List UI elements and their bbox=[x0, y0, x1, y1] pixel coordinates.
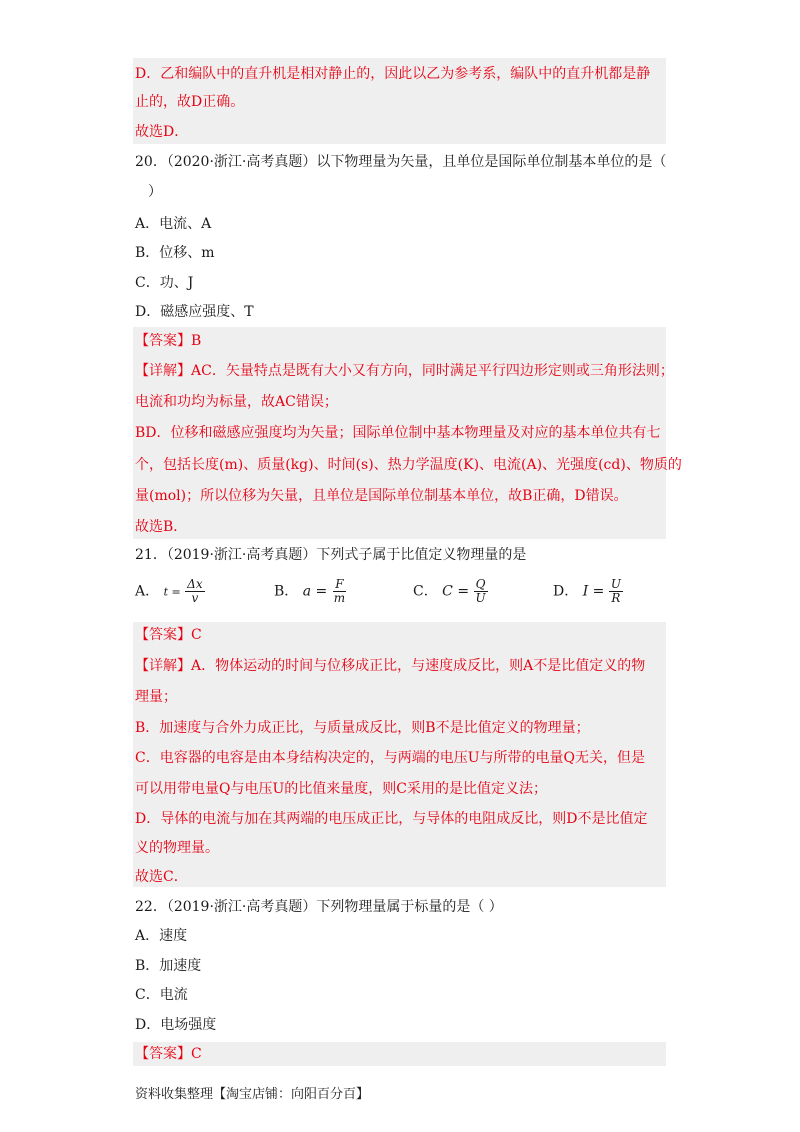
numerator: F bbox=[335, 577, 344, 591]
fraction bbox=[185, 578, 204, 605]
answer-block-q21 bbox=[133, 622, 666, 887]
detail-line: 可以用带电量Q与电压U的比值来量度，则C采用的是比值定义法； bbox=[135, 781, 547, 797]
answer-block-q22 bbox=[133, 1042, 666, 1066]
detail-line: 故选B． bbox=[135, 519, 188, 535]
option-c: C．功、J bbox=[135, 275, 194, 291]
denominator: v bbox=[191, 591, 199, 605]
detail-line: BD．位移和磁感应强度均为矢量；国际单位制中基本物理量及对应的基本单位共有七 bbox=[135, 425, 661, 441]
denominator: R bbox=[611, 591, 621, 605]
detail-line: D．乙和编队中的直升机是相对静止的，因此以乙为参考系，编队中的直升机都是静 bbox=[135, 66, 651, 82]
formula-lhs: t = bbox=[163, 585, 181, 599]
page-footer: 资料收集整理【淘宝店铺：向阳百分百】 bbox=[135, 1087, 370, 1102]
detail-line: 个，包括长度(m)、质量(kg)、时间(s)、热力学温度(K)、电流(A)、光强度(cd)、物质的 bbox=[135, 457, 682, 473]
detail-line: 故选D． bbox=[135, 124, 189, 140]
detail-line: B．加速度与合外力成正比，与质量成反比，则B不是比值定义的物理量； bbox=[135, 720, 590, 736]
answer-label: 【答案】B bbox=[135, 333, 202, 349]
option-label: D． bbox=[553, 583, 579, 600]
option-a: A．电流、A bbox=[135, 216, 212, 232]
option-a bbox=[135, 578, 205, 605]
fraction bbox=[474, 578, 488, 605]
question-stem: 20．（2020·浙江·高考真题）以下物理量为矢量，且单位是国际单位制基本单位的是（ bbox=[135, 154, 667, 170]
detail-line: 故选C． bbox=[135, 869, 188, 885]
denominator: U bbox=[475, 591, 486, 605]
detail-line: 电流和功均为标量，故AC错误； bbox=[135, 394, 338, 410]
detail-line: 量(mol)；所以位移为矢量，且单位是国际单位制基本单位，故B正确，D错误。 bbox=[135, 488, 628, 504]
numerator: Q bbox=[475, 577, 486, 591]
answer-label: 【答案】C bbox=[135, 627, 202, 643]
fraction bbox=[332, 578, 347, 605]
numerator: Δx bbox=[187, 577, 203, 591]
option-d: D．电场强度 bbox=[135, 1017, 217, 1033]
answer-label: 【答案】C bbox=[135, 1046, 202, 1062]
formula-lhs: C = bbox=[442, 583, 470, 600]
question-stem-cont: ） bbox=[148, 184, 162, 200]
detail-line: 【详解】AC．矢量特点是既有大小又有方向，同时满足平行四边形定则或三角形法则； bbox=[135, 363, 674, 379]
option-c bbox=[413, 578, 488, 605]
formula-lhs: I = bbox=[582, 583, 605, 600]
option-c: C．电流 bbox=[135, 987, 188, 1003]
question-stem: 21．（2019·浙江·高考真题）下列式子属于比值定义物理量的是 bbox=[135, 547, 527, 563]
question-stem: 22．（2019·浙江·高考真题）下列物理量属于标量的是（ ） bbox=[135, 899, 503, 915]
detail-line: 【详解】A．物体运动的时间与位移成正比，与速度成反比，则A不是比值定义的物 bbox=[135, 658, 646, 674]
answer-block-q20 bbox=[133, 327, 682, 539]
answer-block-q19 bbox=[133, 58, 666, 144]
option-label: B． bbox=[274, 583, 299, 600]
detail-line: D．导体的电流与加在其两端的电压成正比，与导体的电阻成反比，则D不是比值定 bbox=[135, 811, 648, 827]
formula-lhs: a = bbox=[302, 583, 328, 600]
option-b: B．位移、m bbox=[135, 245, 215, 261]
option-b: B．加速度 bbox=[135, 958, 202, 974]
detail-line: 理量； bbox=[135, 689, 177, 705]
detail-line: 止的，故D正确。 bbox=[135, 94, 245, 110]
option-d: D．磁感应强度、T bbox=[135, 304, 254, 320]
numerator: U bbox=[610, 577, 621, 591]
detail-line: 义的物理量。 bbox=[135, 840, 219, 856]
option-label: C． bbox=[413, 583, 438, 600]
fraction bbox=[609, 578, 623, 605]
option-d bbox=[553, 578, 623, 605]
denominator: m bbox=[333, 591, 346, 605]
option-a: A．速度 bbox=[135, 928, 188, 944]
detail-line: C．电容器的电容是由本身结构决定的，与两端的电压U与所带的电量Q无关，但是 bbox=[135, 750, 645, 766]
option-b bbox=[274, 578, 347, 605]
option-label: A． bbox=[135, 583, 160, 600]
